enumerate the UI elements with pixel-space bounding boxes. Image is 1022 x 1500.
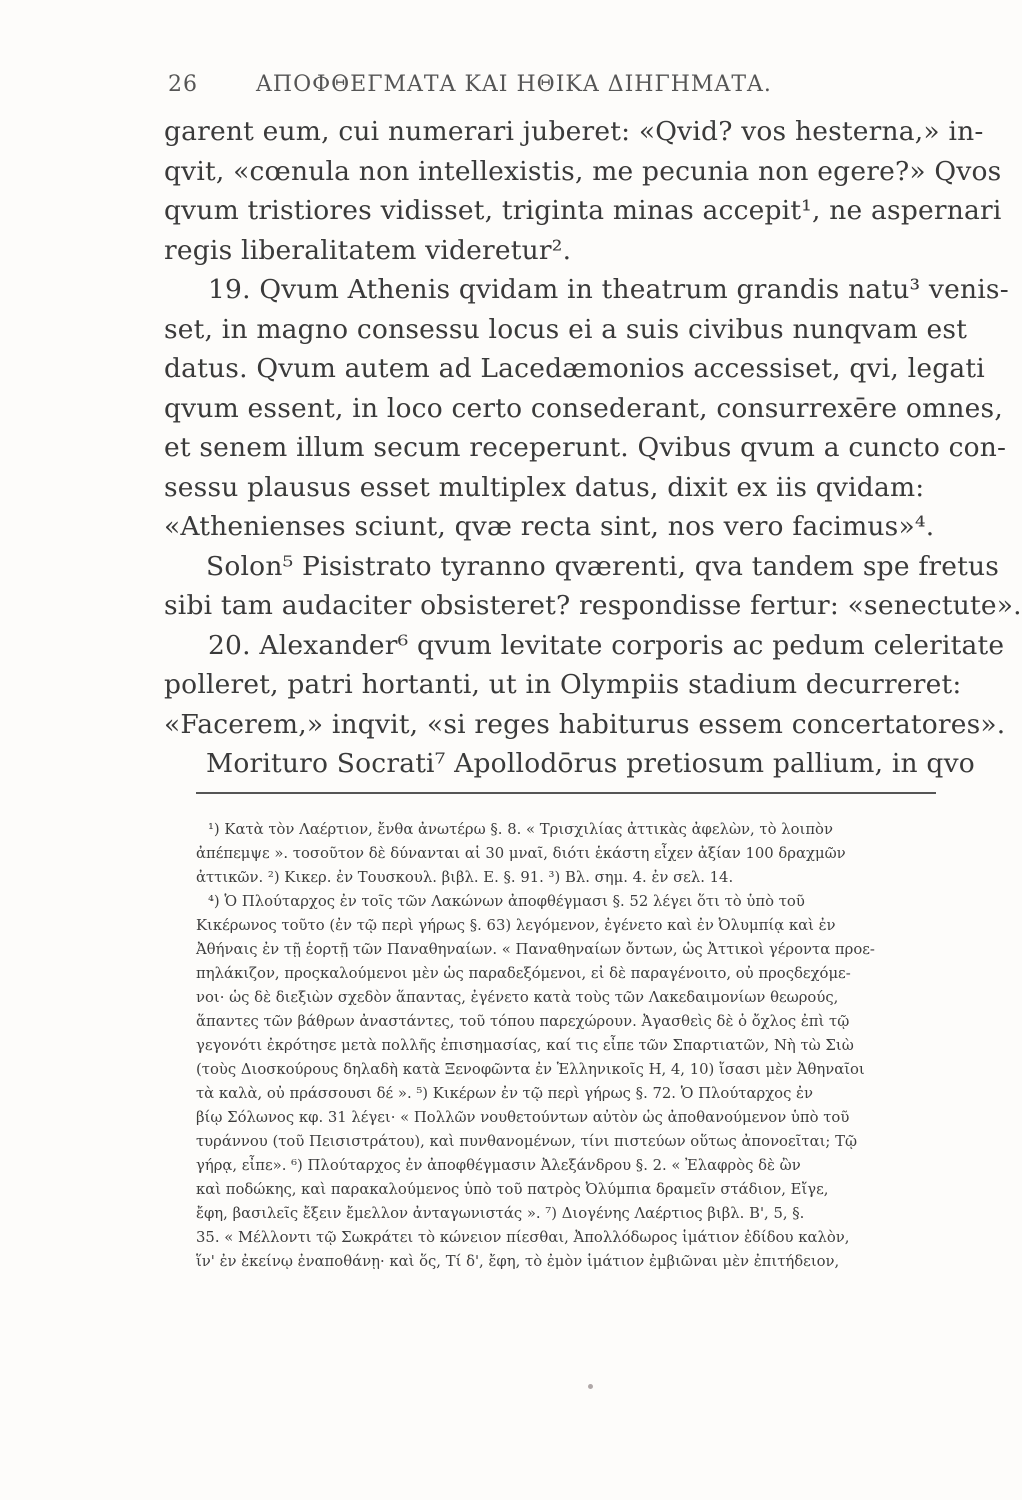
text-line: datus. Qvum autem ad Lacedæmonios accessiset, qvi, legati [164,353,985,384]
footnote-line: τυράννου (τοῦ Πεισιστράτου), καὶ πυνθανομένων, τίνι πιστεύων οὕτως ἀπονοεῖται; Τῷ [196,1133,858,1150]
footnotes [196,818,934,1274]
footnote-line: καὶ ποδώκης, καὶ παρακαλούμενος ὑπὸ τοῦ πατρὸς Ὀλύμπια δραμεῖν στάδιον, Εἴγε, [196,1181,829,1198]
text-line: regis liberalitatem videretur². [164,234,572,266]
footnote-line: γήρᾳ, εἶπε». ⁶) Πλούταρχος ἐν ἀποφθέγμασιν Ἀλεξάνδρου §. 2. « Ἐλαφρὸς δὲ ὢν [196,1157,801,1174]
text-line: «Facerem,» inqvit, «si reges habiturus essem concertatores». [164,708,1006,740]
footnote-line: γεγονότι ἐκρότησε μετὰ πολλῆς ἐπισημασίας, καί τις εἶπε τῶν Σπαρτιατῶν, Νὴ τὼ Σιὼ [196,1037,854,1054]
footnote-line: νοι· ὡς δὲ διεξιὼν σχεδὸν ἅπαντας, ἐγένετο κατὰ τοὺς τῶν Λακεδαιμονίων θεωρούς, [196,989,839,1006]
text-line: et senem illum secum receperunt. Qvibus qvum a cuncto con- [164,432,1007,463]
footnote-line: 35. « Μέλλοντι τῷ Σωκράτει τὸ κώνειον πίεσθαι, Ἀπολλόδωρος ἱμάτιον ἐδίδου καλὸν, [196,1229,850,1246]
footnote-line: τὰ καλὰ, οὐ πράσσουσι δέ ». ⁵) Κικέρων ἐν τῷ περὶ γήρως §. 72. Ὁ Πλούταρχος ἐν [196,1085,813,1102]
text-line: polleret, patri hortanti, ut in Olympiis stadium decurreret: [164,669,962,700]
text-line: sibi tam audaciter obsisteret? respondisse fertur: «senectute». [164,590,1022,621]
text-line: qvum tristiores vidisset, triginta minas accepit¹, ne aspernari [164,195,1002,226]
text-line: set, in magno consessu locus ei a suis civibus nunqvam est [164,313,968,345]
footnote-divider [196,792,936,794]
footnote-line: ἵν' ἐν ἐκείνῳ ἐναποθάνῃ· καὶ ὅς, Τί δ', ἔφη, τὸ ἐμὸν ἱμάτιον ἐμβιῶναι μὲν ἐπιτήδειον, [196,1253,840,1270]
footnote-line: ἔφη, βασιλεῖς ἔξειν ἔμελλον ἀνταγωνιστάς ». ⁷) Διογένης Λαέρτιος βιβλ. B', 5, §. [196,1205,805,1222]
text-line: garent eum, cui numerari juberet: «Qvid? vos hesterna,» in- [164,116,984,147]
footnote-line: βίῳ Σόλωνος κφ. 31 λέγει· « Πολλῶν νουθετούντων αὐτὸν ὡς ἀποθανούμενον ὑπὸ τοῦ [196,1109,850,1126]
footnote-line: Κικέρωνος τοῦτο (ἐν τῷ περὶ γήρως §. 63) λεγόμενον, ἐγένετο καὶ ἐν Ὀλυμπίᾳ καὶ ἐν [196,917,836,934]
text-line: 19. Qvum Athenis qvidam in theatrum grandis natu³ venis- [208,274,1009,305]
footnote-line: ¹) Κατὰ τὸν Λαέρτιον, ἔνθα ἀνωτέρω §. 8. « Τρισχιλίας ἀττικὰς ἀφελὼν, τὸ λοιπὸν [208,821,833,838]
footnote-line: πηλάκιζον, προςκαλούμενοι μὲν ὡς παραδεξόμενοι, εἰ δὲ παραγένοιτο, οὐ προςδεχόμε- [196,965,851,982]
footnote-line: (τοὺς Διοσκούρους δηλαδὴ κατὰ Ξενοφῶντα ἐν Ἑλληνικοῖς H, 4, 10) ἴσασι μὲν Ἀθηναῖοι [196,1061,865,1078]
footnote-line: Ἀθήναις ἐν τῇ ἑορτῇ τῶν Παναθηναίων. « Παναθηναίων ὄντων, ὡς Ἀττικοὶ γέροντα προε- [196,941,875,958]
text-line: «Athenienses sciunt, qvæ recta sint, nos vero facimus»⁴. [164,511,935,542]
text-line: qvum essent, in loco certo consederant, consurrexēre omnes, [164,392,1003,424]
footnote-line: ⁴) Ὁ Πλούταρχος ἐν τοῖς τῶν Λακώνων ἀποφθέγμασι §. 52 λέγει ὅτι τὸ ὑπὸ τοῦ [208,893,805,910]
page-number: 26 [168,72,198,97]
text-line: sessu plausus esset multiplex datus, dixit ex iis qvidam: [164,471,925,503]
text-line: Solon⁵ Pisistrato tyranno qværenti, qva tandem spe fretus [206,550,1000,582]
ink-speck [588,1384,593,1389]
text-line: qvit, «cœnula non intellexistis, me pecunia non egere?» Qvos [164,155,1002,187]
footnote-line: ἀπέπεμψε ». τοσοῦτον δὲ δύνανται αἱ 30 μναῖ, διότι ἑκάστη εἶχεν ἀξίαν 100 δραχμῶν [196,845,846,862]
running-head [168,72,808,102]
text-line: Morituro Socrati⁷ Apollodōrus pretiosum pallium, in qvo [206,748,975,779]
footnote-line: ἀττικῶν. ²) Κικερ. ἐν Τουσκουλ. βιβλ. E. §. 91. ³) Βλ. σημ. 4. ἐν σελ. 14. [196,869,734,886]
footnote-line: ἅπαντες τῶν βάθρων ἀναστάντες, τοῦ τόπου παρεχώρουν. Ἀγασθεὶς δὲ ὁ ὄχλος ἐπὶ τῷ [196,1013,850,1030]
text-line: 20. Alexander⁶ qvum levitate corporis ac pedum celeritate [208,629,1005,661]
main-text [164,112,1022,784]
running-title: ΑΠΟΦΘΕΓΜΑΤΑ ΚΑΙ ΗΘΙΚΑ ΔΙΗΓΗΜΑΤΑ. [256,72,772,97]
